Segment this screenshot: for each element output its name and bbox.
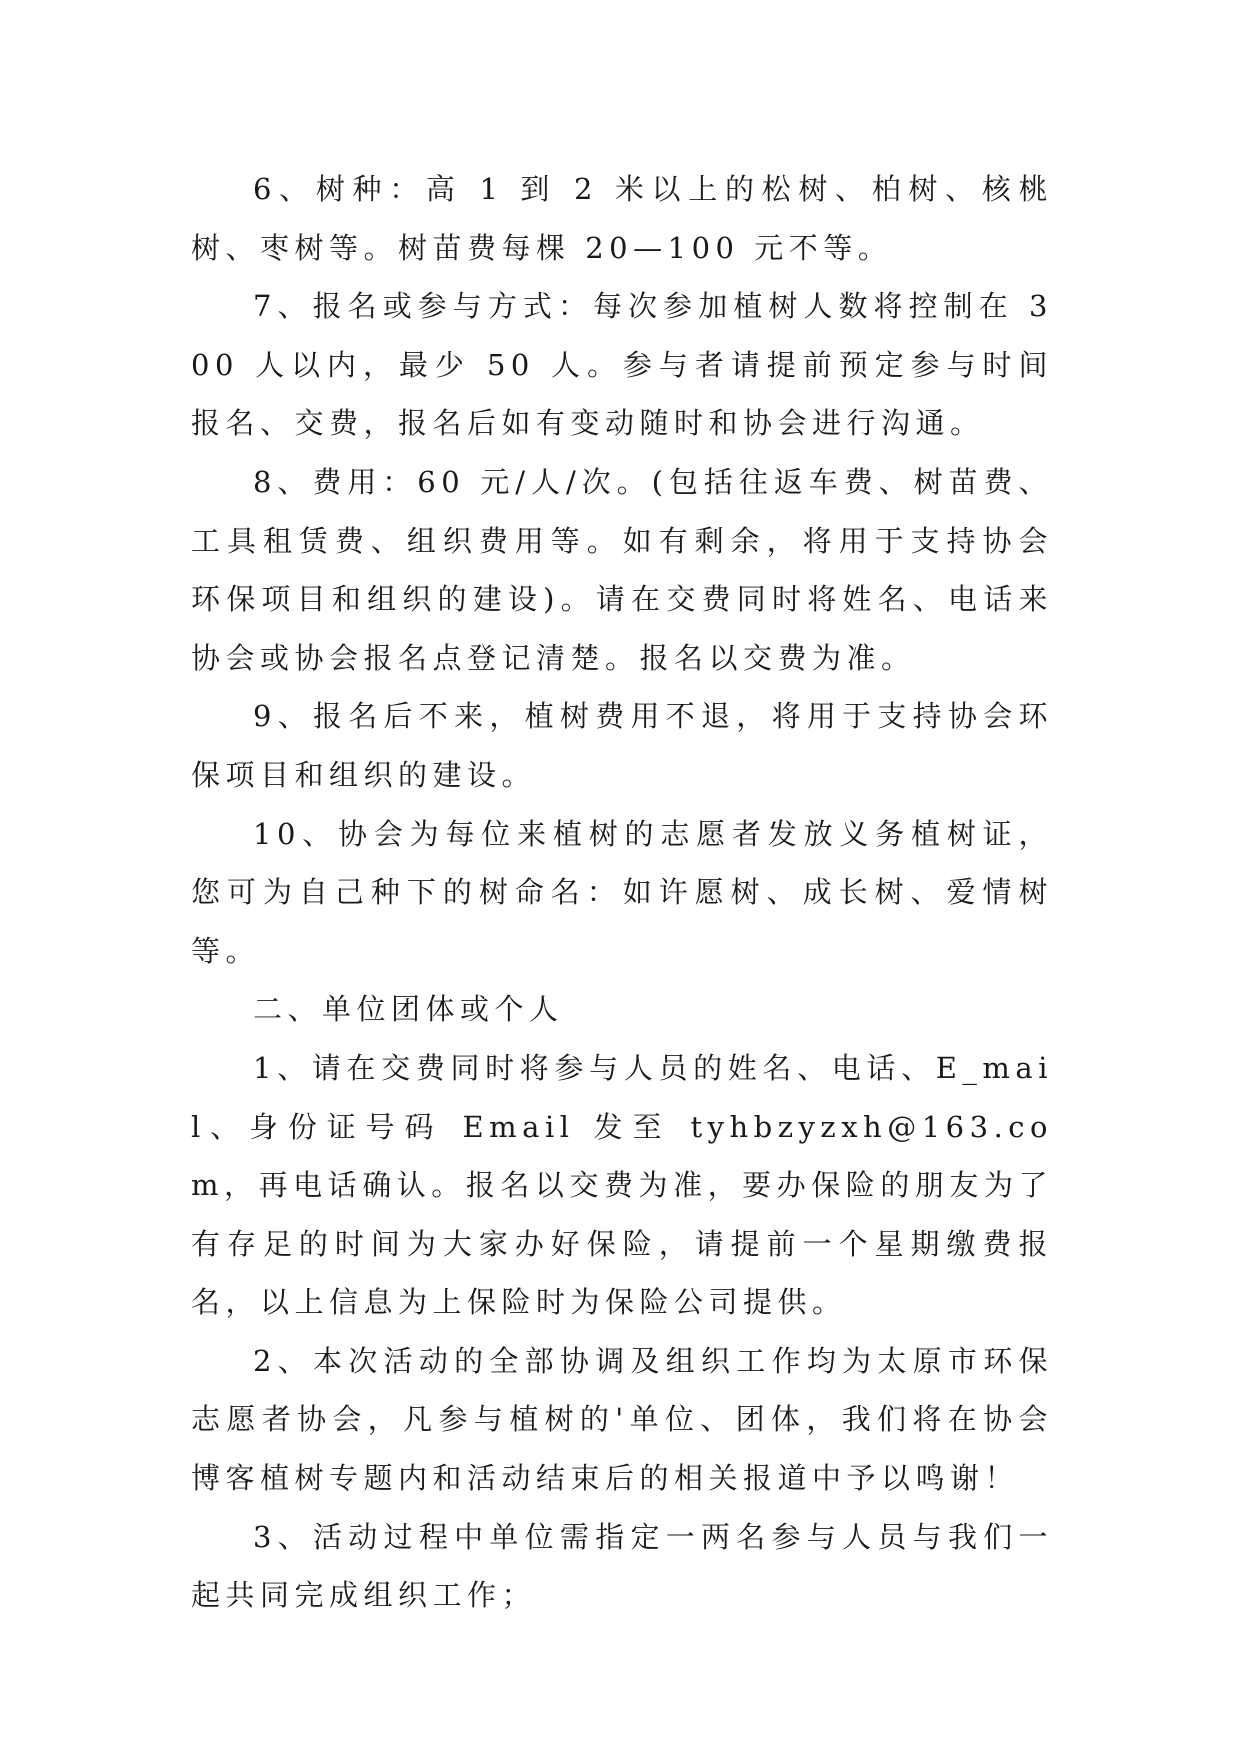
paragraph-group-item-3: 3、活动过程中单位需指定一两名参与人员与我们一起共同完成组织工作； <box>191 1519 1053 1613</box>
paragraph-item-9-no-refund: 9、报名后不来，植树费用不退，将用于支持协会环保项目和组织的建设。 <box>191 699 1053 792</box>
paragraph-group-item-2: 2、本次活动的全部协调及组织工作均为太原市环保志愿者协会，凡参与植树的'单位、团体，我们将在协会博客植树专题内和活动结束后的相关报道中予以鸣谢！ <box>191 1343 1053 1496</box>
paragraph-item-10-certificate: 10、协会为每位来植树的志愿者发放义务植树证，您可为自己种下的树命名：如许愿树、成长树、爱情树等。 <box>191 816 1053 968</box>
document-body <box>191 160 1053 1625</box>
section-heading-groups: 二、单位团体或个人 <box>253 992 564 1027</box>
paragraph-item-8-fees: 8、费用：60 元/人/次。(包括往返车费、树苗费、工具租赁费、组织费用等。如有剩余，将用于支持协会环保项目和组织的建设)。请在交费同时将姓名、电话来协会或协会报名点登记清楚。报名以交费为准。 <box>191 464 1053 675</box>
paragraph-group-item-1: 1、请在交费同时将参与人员的姓名、电话、E_mail、身份证号码 Email 发至 tyhbzyzxh@163.com，再电话确认。报名以交费为准，要办保险的朋友为了有存足的时间为大家办好保险，请提前一个星期缴费报名，以上信息为上保险时为保险公司提供。 <box>191 1050 1053 1320</box>
paragraph-item-7-registration: 7、报名或参与方式：每次参加植树人数将控制在 300 人以内，最少 50 人。参与者请提前预定参与时间报名、交费，报名后如有变动随时和协会进行沟通。 <box>191 289 1053 441</box>
paragraph-item-6-tree-species: 6、树种：高 1 到 2 米以上的松树、柏树、核桃树、枣树等。树苗费每棵 20—100 元不等。 <box>191 172 1053 265</box>
